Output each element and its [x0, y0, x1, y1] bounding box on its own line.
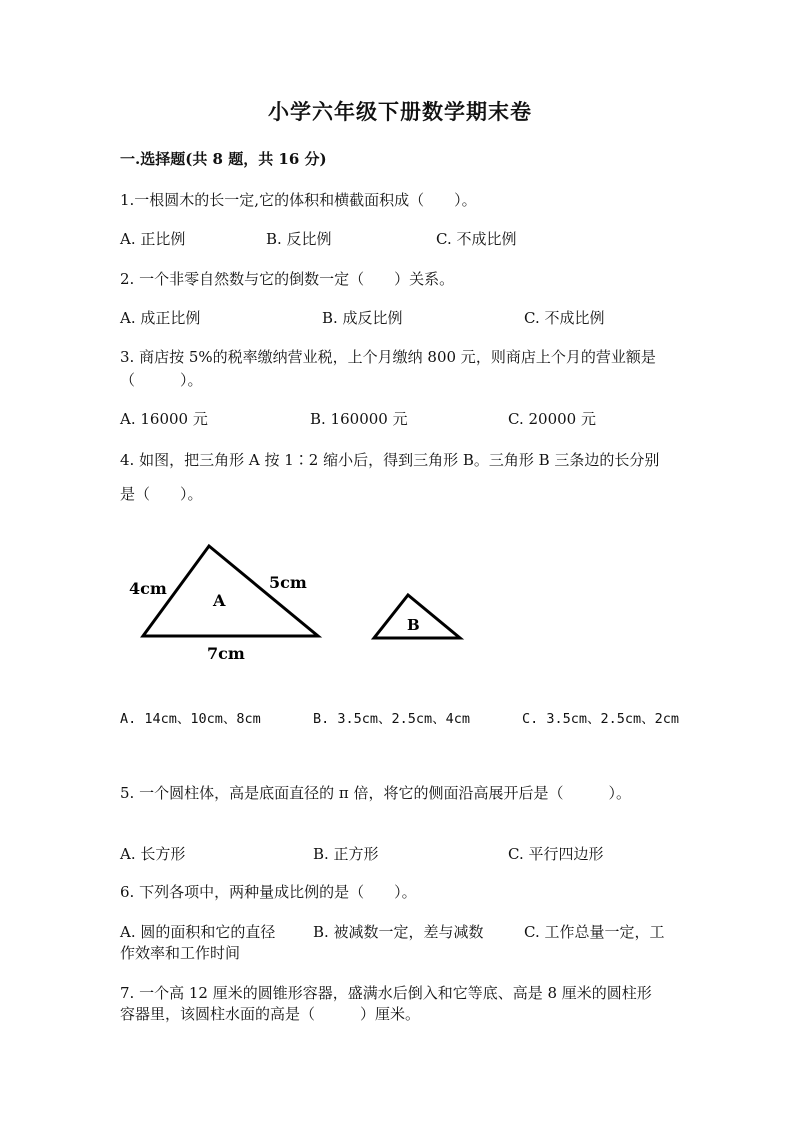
question-4: 4. 如图，把三角形 A 按 1∶2 缩小后，得到三角形 B。三角形 B 三条边的长分别 — [120, 451, 660, 469]
q3-option-a[interactable]: A. 16000 元 — [120, 410, 208, 428]
q4-option-c[interactable]: C. 3.5cm、2.5cm、2cm — [522, 711, 680, 727]
triangle-figure — [0, 530, 800, 670]
question-4-cont: 是（ ）。 — [120, 485, 203, 503]
question-3-cont: （ ）。 — [120, 371, 203, 389]
triangle-a-label: A — [213, 591, 226, 610]
q6-option-a[interactable]: A. 圆的面积和它的直径 — [120, 923, 276, 941]
q3-option-c[interactable]: C. 20000 元 — [508, 410, 596, 428]
q6-option-c[interactable]: C. 工作总量一定，工 — [524, 923, 665, 941]
section-heading: 一.选择题(共 8 题，共 16 分) — [120, 150, 327, 168]
triangle-a-side-right: 5cm — [269, 573, 307, 592]
q1-option-b[interactable]: B. 反比例 — [266, 230, 332, 248]
q3-option-b[interactable]: B. 160000 元 — [310, 410, 408, 428]
q6-option-b[interactable]: B. 被减数一定，差与减数 — [313, 923, 484, 941]
question-7: 7. 一个高 12 厘米的圆锥形容器，盛满水后倒入和它等底、高是 8 厘米的圆柱形 — [120, 984, 652, 1002]
q5-option-a[interactable]: A. 长方形 — [120, 845, 186, 863]
question-1: 1.一根圆木的长一定,它的体积和横截面积成（ ）。 — [120, 191, 477, 209]
q4-option-a[interactable]: A. 14cm、10cm、8cm — [120, 711, 261, 727]
page-title: 小学六年级下册数学期末卷 — [268, 99, 532, 124]
q2-option-b[interactable]: B. 成反比例 — [322, 309, 403, 327]
q5-option-b[interactable]: B. 正方形 — [313, 845, 379, 863]
triangle-a-side-left: 4cm — [129, 579, 167, 598]
question-7-cont: 容器里，该圆柱水面的高是（ ）厘米。 — [120, 1005, 421, 1023]
q5-option-c[interactable]: C. 平行四边形 — [508, 845, 604, 863]
triangle-a-side-bottom: 7cm — [207, 644, 245, 663]
question-6: 6. 下列各项中，两种量成比例的是（ ）。 — [120, 883, 417, 901]
question-2: 2. 一个非零自然数与它的倒数一定（ ）关系。 — [120, 270, 455, 288]
q6-option-c-cont: 作效率和工作时间 — [120, 944, 241, 962]
q4-option-b[interactable]: B. 3.5cm、2.5cm、4cm — [313, 711, 471, 727]
q1-option-c[interactable]: C. 不成比例 — [436, 230, 517, 248]
q2-option-a[interactable]: A. 成正比例 — [120, 309, 201, 327]
question-5: 5. 一个圆柱体，高是底面直径的 π 倍，将它的侧面沿高展开后是（ ）。 — [120, 784, 631, 802]
q2-option-c[interactable]: C. 不成比例 — [524, 309, 605, 327]
question-3: 3. 商店按 5%的税率缴纳营业税，上个月缴纳 800 元，则商店上个月的营业额是 — [120, 348, 656, 366]
q1-option-a[interactable]: A. 正比例 — [120, 230, 186, 248]
triangle-b-label: B — [407, 616, 420, 634]
